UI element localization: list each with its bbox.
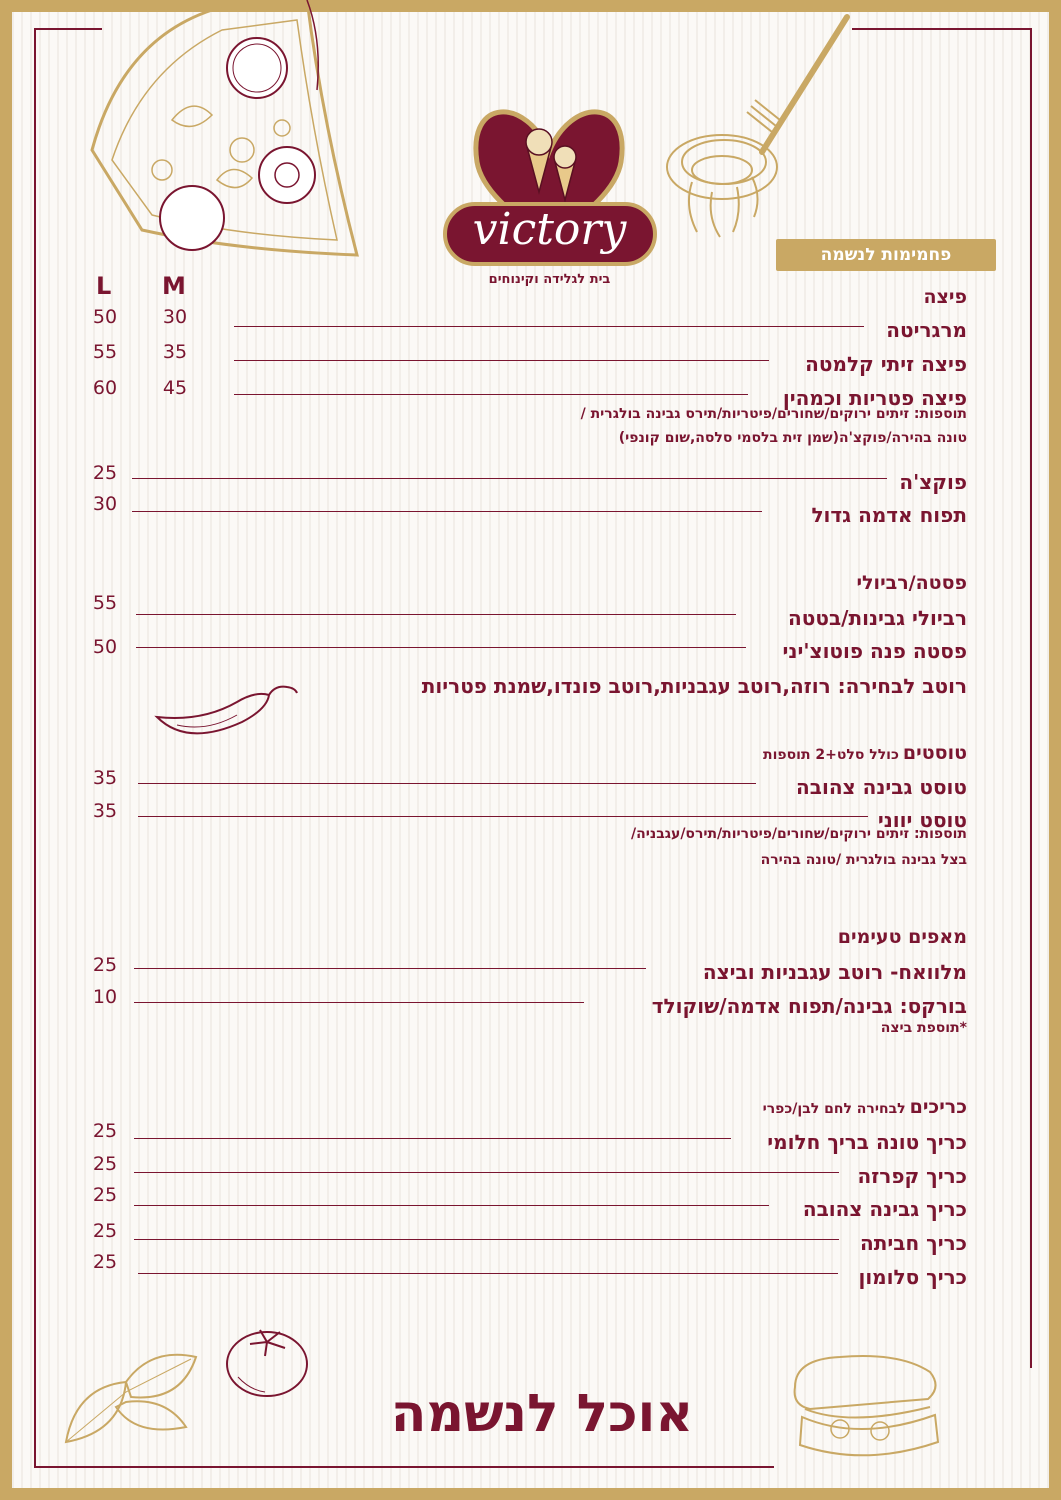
leader-line bbox=[134, 1138, 731, 1139]
menu-item: כריך סלומון bbox=[858, 1265, 967, 1289]
brand-name: victory bbox=[472, 204, 627, 255]
footer-slogan: אוכל לנשמה bbox=[390, 1384, 694, 1444]
price: 25 bbox=[92, 462, 118, 484]
menu-item: פוקצ'ה bbox=[899, 470, 967, 494]
leader-line bbox=[134, 1205, 769, 1206]
leader-line bbox=[234, 360, 769, 361]
price-l: 60 bbox=[92, 377, 118, 399]
toasts-section-title bbox=[763, 742, 967, 764]
menu-item: מרגריטה bbox=[886, 318, 967, 342]
menu-item: כריך חביתה bbox=[859, 1231, 967, 1255]
pasta-sauce-note: רוטב לבחירה: רוזה,רוטב עגבניות,רוטב פונדו,שמנת פטריות bbox=[421, 674, 967, 698]
price-m: 35 bbox=[162, 341, 188, 363]
leader-line bbox=[234, 326, 864, 327]
toasts-title: טוסטים bbox=[902, 742, 967, 764]
pasta-section-title: פסטה/רביולי bbox=[856, 572, 967, 594]
price: 10 bbox=[92, 986, 118, 1008]
leader-line bbox=[138, 816, 868, 817]
menu-item: פיצה פטריות וכמהין bbox=[782, 386, 967, 410]
chili-pepper-icon bbox=[147, 677, 307, 747]
brand-logo bbox=[437, 92, 662, 287]
frame-left bbox=[34, 28, 36, 1468]
price: 25 bbox=[92, 954, 118, 976]
toasts-toppings-note-2: בצל גבינה בולגרית /טונה בהירה bbox=[760, 852, 967, 868]
price-l: 55 bbox=[92, 341, 118, 363]
leader-line bbox=[134, 1002, 584, 1003]
leader-line bbox=[134, 968, 646, 969]
pastries-section-title: מאפים טעימים bbox=[837, 926, 967, 948]
menu-item: פיצה זיתי קלמטה bbox=[805, 352, 967, 376]
pizza-toppings-note-2: טונה בהירה/פוקצ'ה(שמן זית בלסמי סלסה,שום קונפי) bbox=[618, 430, 967, 446]
price-m: 30 bbox=[162, 306, 188, 328]
brand-tagline: בית לגלידה וקינוחים bbox=[488, 272, 611, 287]
leader-line bbox=[234, 394, 748, 395]
sandwich-icon bbox=[780, 1347, 950, 1477]
price: 25 bbox=[92, 1120, 118, 1142]
leader-line bbox=[136, 647, 746, 648]
toasts-toppings-note: תוספות: זיתים ירוקים/שחורים/פיטריות/תירס/עגבניה/ bbox=[631, 826, 967, 842]
price-l: 50 bbox=[92, 306, 118, 328]
sandwiches-section-title bbox=[763, 1096, 967, 1118]
frame-right bbox=[1030, 28, 1032, 1368]
toasts-subtitle: כולל סלט+2 תוספות bbox=[763, 747, 899, 763]
section-header-badge: פחמימות לנשמה bbox=[776, 239, 996, 271]
basil-leaf-icon bbox=[56, 1347, 206, 1457]
price: 25 bbox=[92, 1220, 118, 1242]
pizza-slice-icon bbox=[82, 0, 402, 260]
menu-item: רביולי גבינות/בטטה bbox=[788, 606, 967, 630]
tomato-icon bbox=[220, 1322, 315, 1402]
menu-item: פסטה פנה פוטוצ'יני bbox=[782, 639, 967, 663]
egg-addition-note: *תוספת ביצה bbox=[880, 1020, 967, 1036]
price: 25 bbox=[92, 1251, 118, 1273]
spaghetti-fork-icon bbox=[652, 12, 852, 242]
column-l-header: L bbox=[96, 272, 112, 300]
price: 25 bbox=[92, 1184, 118, 1206]
leader-line bbox=[134, 1172, 839, 1173]
leader-line bbox=[138, 783, 756, 784]
menu-item: טוסט גבינה צהובה bbox=[796, 775, 967, 799]
menu-item: תפוח אדמה גדול bbox=[811, 503, 967, 527]
menu-item: כריך גבינה צהובה bbox=[802, 1197, 967, 1221]
menu-item: כריך טונה בריך חלומי bbox=[767, 1130, 967, 1154]
frame-bottom bbox=[34, 1466, 774, 1468]
price: 25 bbox=[92, 1153, 118, 1175]
frame-top-right bbox=[852, 28, 1032, 30]
sandwiches-title: כריכים bbox=[909, 1096, 967, 1118]
menu-item: כריך קפרזה bbox=[857, 1164, 967, 1188]
price: 55 bbox=[92, 592, 118, 614]
price: 50 bbox=[92, 636, 118, 658]
leader-line bbox=[132, 511, 762, 512]
menu-item: מלוואח- רוטב עגבניות וביצה bbox=[702, 960, 967, 984]
leader-line bbox=[136, 614, 736, 615]
menu-item: טוסט יווני bbox=[877, 808, 967, 832]
leader-line bbox=[138, 1273, 838, 1274]
price: 35 bbox=[92, 767, 118, 789]
price: 30 bbox=[92, 493, 118, 515]
menu-page bbox=[12, 12, 1049, 1488]
leader-line bbox=[132, 478, 887, 479]
menu-item: בורקס: גבינה/תפוח אדמה/שוקולד bbox=[651, 994, 967, 1018]
price: 35 bbox=[92, 800, 118, 822]
pizza-toppings-note: תוספות: זיתים ירוקים/שחורים/פיטריות/תירס גבינה בולגרית / bbox=[580, 406, 967, 422]
pizza-section-title: פיצה bbox=[923, 286, 967, 308]
leader-line bbox=[134, 1239, 839, 1240]
sandwiches-subtitle: לבחירה לחם לבן/כפרי bbox=[762, 1101, 906, 1117]
column-m-header: M bbox=[162, 272, 186, 300]
price-m: 45 bbox=[162, 377, 188, 399]
